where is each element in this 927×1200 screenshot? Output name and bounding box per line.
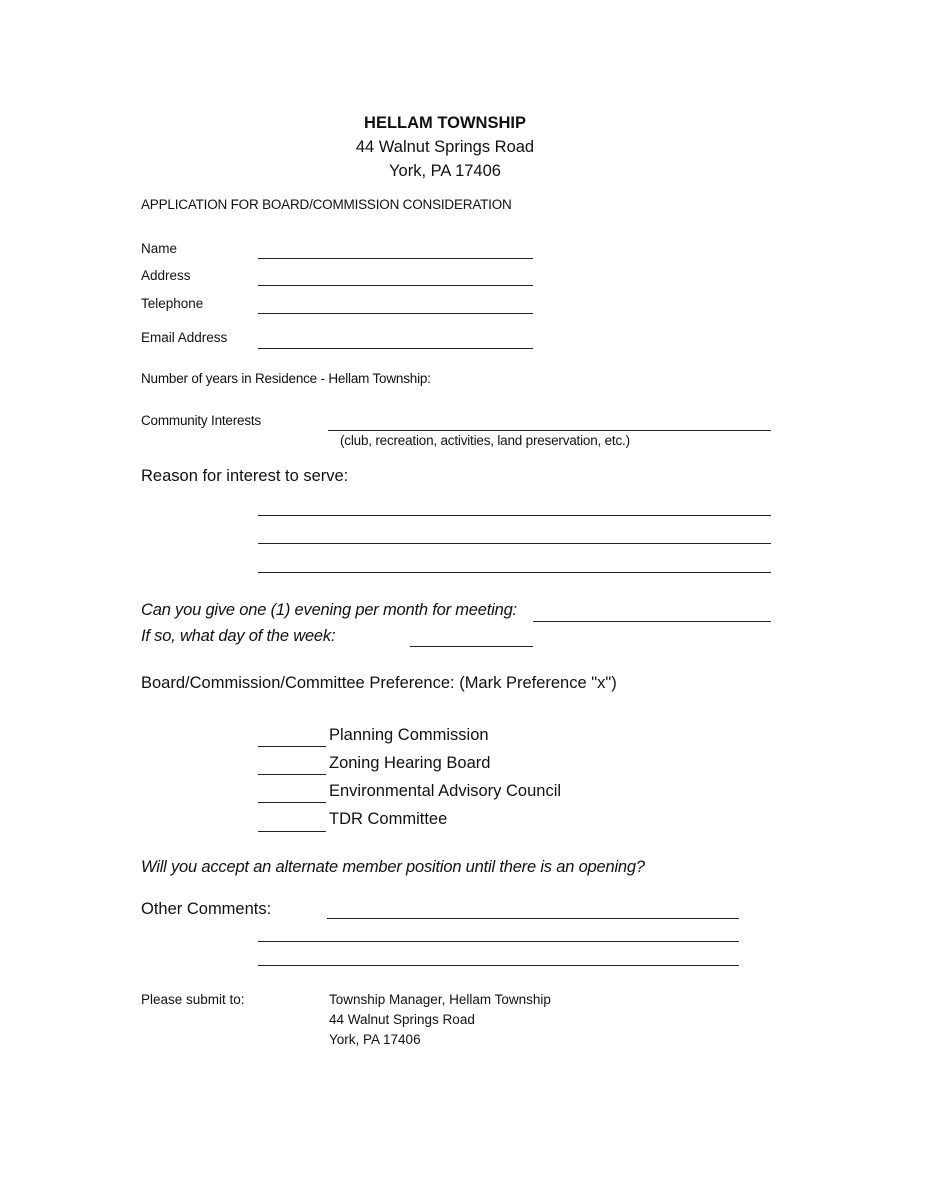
preference-mark-planning[interactable] [258, 746, 326, 747]
preference-option-planning: Planning Commission [329, 726, 489, 744]
preference-mark-zoning[interactable] [258, 774, 326, 775]
evening-question: Can you give one (1) evening per month for meeting: [141, 601, 517, 619]
submit-address-line1: 44 Walnut Springs Road [329, 1012, 475, 1027]
org-name: HELLAM TOWNSHIP [364, 114, 526, 132]
comments-line-1[interactable] [327, 918, 739, 919]
preference-option-zoning: Zoning Hearing Board [329, 754, 491, 772]
reason-line-3[interactable] [258, 572, 771, 573]
email-field[interactable] [258, 348, 533, 349]
evening-answer-field[interactable] [533, 621, 771, 622]
preference-label: Board/Commission/Committee Preference: (Mark Preference "x") [141, 674, 617, 692]
submit-label: Please submit to: [141, 992, 245, 1007]
preference-mark-environmental[interactable] [258, 802, 326, 803]
preference-option-environmental: Environmental Advisory Council [329, 782, 562, 800]
submit-address-line2: York, PA 17406 [329, 1032, 421, 1047]
address-label: Address [141, 268, 191, 283]
reason-line-2[interactable] [258, 543, 771, 544]
submit-recipient: Township Manager, Hellam Township [329, 992, 551, 1007]
form-title: APPLICATION FOR BOARD/COMMISSION CONSIDERATION [141, 197, 512, 212]
name-label: Name [141, 241, 178, 256]
email-label: Email Address [141, 330, 228, 345]
community-interests-field[interactable] [328, 430, 771, 431]
telephone-field[interactable] [258, 313, 533, 314]
comments-label: Other Comments: [141, 900, 272, 918]
name-field[interactable] [258, 258, 533, 259]
reason-label: Reason for interest to serve: [141, 467, 349, 485]
comments-line-3[interactable] [258, 965, 739, 966]
org-address-line1: 44 Walnut Springs Road [355, 138, 535, 156]
alternate-question: Will you accept an alternate member position until there is an opening? [141, 858, 645, 876]
preference-option-tdr: TDR Committee [329, 810, 448, 828]
day-answer-field[interactable] [410, 646, 533, 647]
community-interests-hint: (club, recreation, activities, land preservation, etc.) [340, 433, 630, 448]
telephone-label: Telephone [141, 296, 204, 311]
reason-line-1[interactable] [258, 515, 771, 516]
preference-mark-tdr[interactable] [258, 831, 326, 832]
address-field[interactable] [258, 285, 533, 286]
years-residence-label: Number of years in Residence - Hellam Township: [141, 371, 431, 386]
community-interests-label: Community Interests [141, 413, 261, 428]
comments-line-2[interactable] [258, 941, 739, 942]
day-question: If so, what day of the week: [141, 627, 336, 645]
org-address-line2: York, PA 17406 [389, 162, 501, 180]
